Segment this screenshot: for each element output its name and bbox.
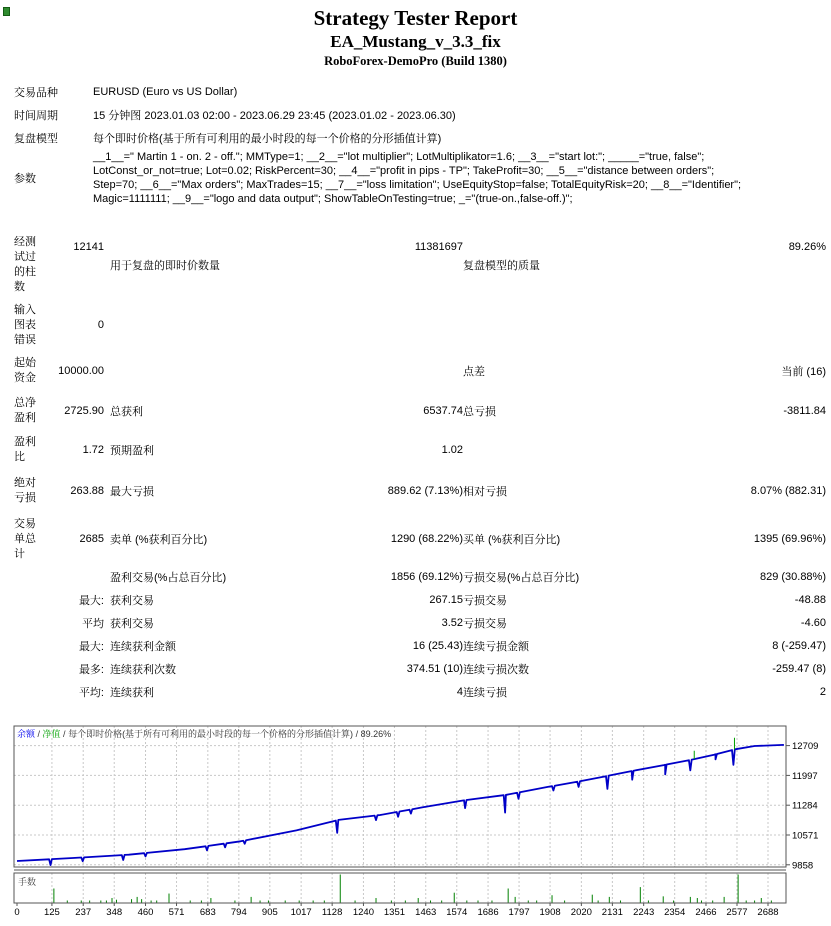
plot-border	[14, 726, 786, 867]
y-tick-label: 9858	[792, 860, 814, 872]
settings-row	[0, 103, 831, 126]
stat-cell-c4: 16 (25.43)	[412, 639, 463, 652]
y-tick-label: 10571	[792, 830, 819, 842]
settings-row-value: EURUSD (Euro vs US Dollar)	[93, 85, 238, 98]
stat-cell-c4: 889.62 (7.13%)	[387, 485, 463, 497]
stat-cell-c3: 总获利	[110, 406, 143, 418]
chart-legend	[17, 727, 391, 740]
x-tick-label: 2354	[664, 907, 686, 918]
x-tick-label: 237	[75, 907, 92, 918]
y-tick-label: 12709	[792, 741, 819, 753]
stat-row	[0, 391, 831, 431]
settings-row-label: 复盘模型	[14, 132, 58, 145]
stat-cell-c2: 2685	[79, 533, 104, 545]
stat-row	[0, 431, 831, 469]
x-tick-label: 2131	[601, 907, 623, 918]
stat-cell-c5: 连续亏损	[463, 686, 507, 699]
stat-row	[0, 565, 831, 588]
stat-cell-c2: 0	[97, 319, 104, 331]
stat-cell-c3: 连续获利	[110, 686, 154, 699]
stat-cell-c3: 连续获利金额	[110, 640, 176, 653]
settings-row-label: 交易品种	[14, 86, 58, 99]
report-title: Strategy Tester Report	[313, 6, 518, 30]
balance-legend-label: 余额	[17, 729, 36, 739]
stat-cell-c3: 盈利交易(%占总百分比)	[110, 571, 227, 584]
stat-cell-c1	[14, 594, 50, 606]
stat-cell-c5: 复盘模型的质量	[463, 260, 540, 272]
settings-row-value: 15 分钟图 2023.01.03 02:00 - 2023.06.29 23:45 (2023.01.02 - 2023.06.30)	[93, 109, 456, 122]
stat-cell-c1	[14, 571, 50, 583]
stat-cell-c2: 10000.00	[58, 365, 104, 377]
x-tick-label: 1574	[446, 907, 468, 918]
ea-name: EA_Mustang_v_3.3_fix	[330, 32, 501, 51]
x-tick-label: 460	[137, 907, 154, 918]
settings-row	[0, 126, 831, 149]
balance-chart-canvas	[0, 720, 831, 926]
stat-cell-c6: -48.88	[794, 593, 826, 606]
stat-cell-c2: 263.88	[70, 485, 104, 497]
results-table	[0, 231, 831, 703]
x-tick-label: 1351	[383, 907, 406, 918]
stat-cell-c2: 平均	[82, 617, 104, 630]
stat-cell-c1	[14, 640, 50, 652]
stat-cell-c1: 绝对亏损	[14, 477, 36, 504]
stat-cell-c1	[14, 663, 50, 675]
stat-cell-c5: 点差	[463, 366, 485, 378]
x-tick-label: 2577	[726, 907, 748, 918]
stat-cell-c4: 6537.74	[423, 405, 463, 417]
stat-cell-c1: 交易单总计	[14, 517, 36, 560]
stat-row	[0, 680, 831, 703]
settings-row-label: 时间周期	[14, 109, 58, 122]
stat-cell-c4: 1290 (68.22%)	[390, 533, 463, 545]
balance-chart	[0, 720, 831, 926]
quality-legend-label: 89.26%	[360, 729, 392, 739]
settings-row-value: __1__=" Martin 1 - on. 2 - off."; MMType=1; __2__="lot multiplier"; LotMultiplikator=1.6; __3__="start lot:"; _____="true, false"; LotConst_or_not=true; Lot=0.02; RiskPercent=30; __4__="profit in pips - TP"; TakeProfit=30; __5__="distance between orders"; Step=70; __6__="Max orders"; MaxTrades=15; __7__="loss limitation"; UseEquityStop=false; TotalEquityRisk=20; __8__="Identifier"; Magic=1111111; __9__="logo and data output"; ShowTableOnTesting=true; _="(true-on.,false-off.)";	[93, 151, 742, 205]
stat-cell-c6: -259.47 (8)	[772, 662, 826, 675]
stat-cell-c6: 8 (-259.47)	[772, 639, 826, 652]
stat-cell-c2: 最大:	[78, 594, 104, 607]
stat-cell-c5: 亏损交易	[463, 617, 507, 630]
settings-row	[0, 80, 831, 103]
stat-cell-c2: 平均:	[78, 686, 104, 699]
x-tick-label: 571	[168, 907, 185, 918]
equity-legend-label: 净值	[42, 729, 61, 739]
stat-cell-c2: 最大:	[78, 640, 104, 653]
x-tick-label: 2020	[570, 907, 592, 918]
stat-cell-c3: 连续获利次数	[110, 663, 176, 676]
settings-row-label: 参数	[14, 173, 36, 185]
stat-cell-c6: 2	[819, 685, 826, 698]
x-tick-label: 794	[230, 907, 247, 918]
stat-cell-c6: 8.07% (882.31)	[750, 485, 826, 497]
lots-panel-border	[14, 873, 786, 903]
stat-row	[0, 634, 831, 657]
stat-cell-c3: 最大亏损	[110, 486, 154, 498]
stat-row	[0, 299, 831, 351]
stat-cell-c5: 亏损交易(%占总百分比)	[463, 571, 580, 584]
stat-cell-c4: 11381697	[414, 241, 463, 253]
stat-row	[0, 657, 831, 680]
stat-cell-c1: 总净盈利	[14, 397, 36, 424]
stat-row	[0, 588, 831, 611]
balance-line	[17, 745, 784, 865]
stat-cell-c2: 2725.90	[64, 405, 104, 417]
stat-row	[0, 513, 831, 565]
stat-row	[0, 611, 831, 634]
x-tick-label: 1797	[508, 907, 530, 918]
stat-cell-c3: 获利交易	[110, 617, 154, 630]
stat-row	[0, 231, 831, 299]
stat-cell-c5: 买单 (%获利百分比)	[463, 534, 561, 546]
stat-cell-c5: 相对亏损	[463, 486, 507, 498]
x-tick-label: 1463	[415, 907, 437, 918]
stat-cell-c4: 374.51 (10)	[406, 662, 463, 675]
stat-cell-c6: 89.26%	[788, 241, 826, 253]
x-tick-label: 1017	[290, 907, 312, 918]
stat-cell-c6: -3811.84	[783, 405, 826, 417]
legend-separator: /	[35, 729, 43, 739]
settings-row-value: 每个即时价格(基于所有可利用的最小时段的每一个价格的分形插值计算)	[93, 132, 442, 145]
x-tick-label: 348	[106, 907, 123, 918]
stat-cell-c5: 连续亏损金额	[463, 640, 529, 653]
lots-panel-label: 手数	[18, 877, 37, 887]
stat-cell-c4: 1.02	[441, 444, 463, 456]
stat-cell-c3: 获利交易	[110, 594, 154, 607]
stat-cell-c5: 总亏损	[463, 406, 496, 418]
stat-cell-c1: 盈利比	[14, 436, 36, 463]
stat-cell-c3: 预期盈利	[110, 445, 154, 457]
settings-row	[0, 149, 831, 207]
stat-cell-c3: 用于复盘的即时价数量	[110, 260, 220, 272]
y-tick-label: 11997	[792, 770, 818, 782]
x-tick-label: 0	[14, 907, 20, 918]
x-tick-label: 683	[199, 907, 216, 918]
model-legend-label: 每个即时价格(基于所有可利用的最小时段的每一个价格的分形插值计算)	[68, 729, 354, 739]
x-tick-label: 905	[261, 907, 278, 918]
stat-cell-c4: 1856 (69.12%)	[390, 570, 463, 583]
stat-cell-c1	[14, 617, 50, 629]
stat-cell-c1: 输入图表错误	[14, 303, 36, 346]
stat-cell-c6: 当前 (16)	[781, 366, 826, 378]
stat-cell-c1: 经测试过的柱数	[14, 236, 36, 293]
stat-cell-c2: 1.72	[82, 444, 104, 456]
stat-cell-c1: 起始资金	[14, 357, 36, 384]
x-tick-label: 1908	[539, 907, 561, 918]
legend-separator: /	[353, 729, 361, 739]
legend-separator: /	[60, 729, 69, 739]
x-tick-label: 2466	[695, 907, 717, 918]
x-tick-label: 1686	[477, 907, 499, 918]
x-tick-label: 125	[43, 907, 60, 918]
x-tick-label: 1240	[352, 907, 375, 918]
settings-table	[0, 80, 831, 207]
stat-row	[0, 469, 831, 513]
stat-cell-c4: 3.52	[441, 616, 463, 629]
stat-cell-c6: -4.60	[800, 616, 826, 629]
y-tick-label: 11284	[792, 800, 818, 812]
x-tick-label: 2243	[633, 907, 655, 918]
stat-cell-c6: 1395 (69.96%)	[753, 533, 826, 545]
x-tick-label: 1128	[321, 907, 343, 918]
report-header	[0, 0, 831, 70]
stat-cell-c4: 4	[456, 685, 463, 698]
broker-build: RoboForex-DemoPro (Build 1380)	[324, 54, 507, 68]
stat-cell-c6: 829 (30.88%)	[759, 570, 826, 583]
stat-cell-c3: 卖单 (%获利百分比)	[110, 534, 208, 546]
report-icon	[3, 7, 10, 16]
stat-row	[0, 351, 831, 391]
stat-cell-c2: 最多:	[78, 663, 104, 676]
stat-cell-c2: 12141	[73, 241, 104, 253]
stat-cell-c5: 亏损交易	[463, 594, 507, 607]
stat-cell-c4: 267.15	[429, 593, 463, 606]
x-tick-label: 2688	[757, 907, 779, 918]
stat-cell-c5: 连续亏损次数	[463, 663, 529, 676]
stat-cell-c1	[14, 686, 50, 698]
